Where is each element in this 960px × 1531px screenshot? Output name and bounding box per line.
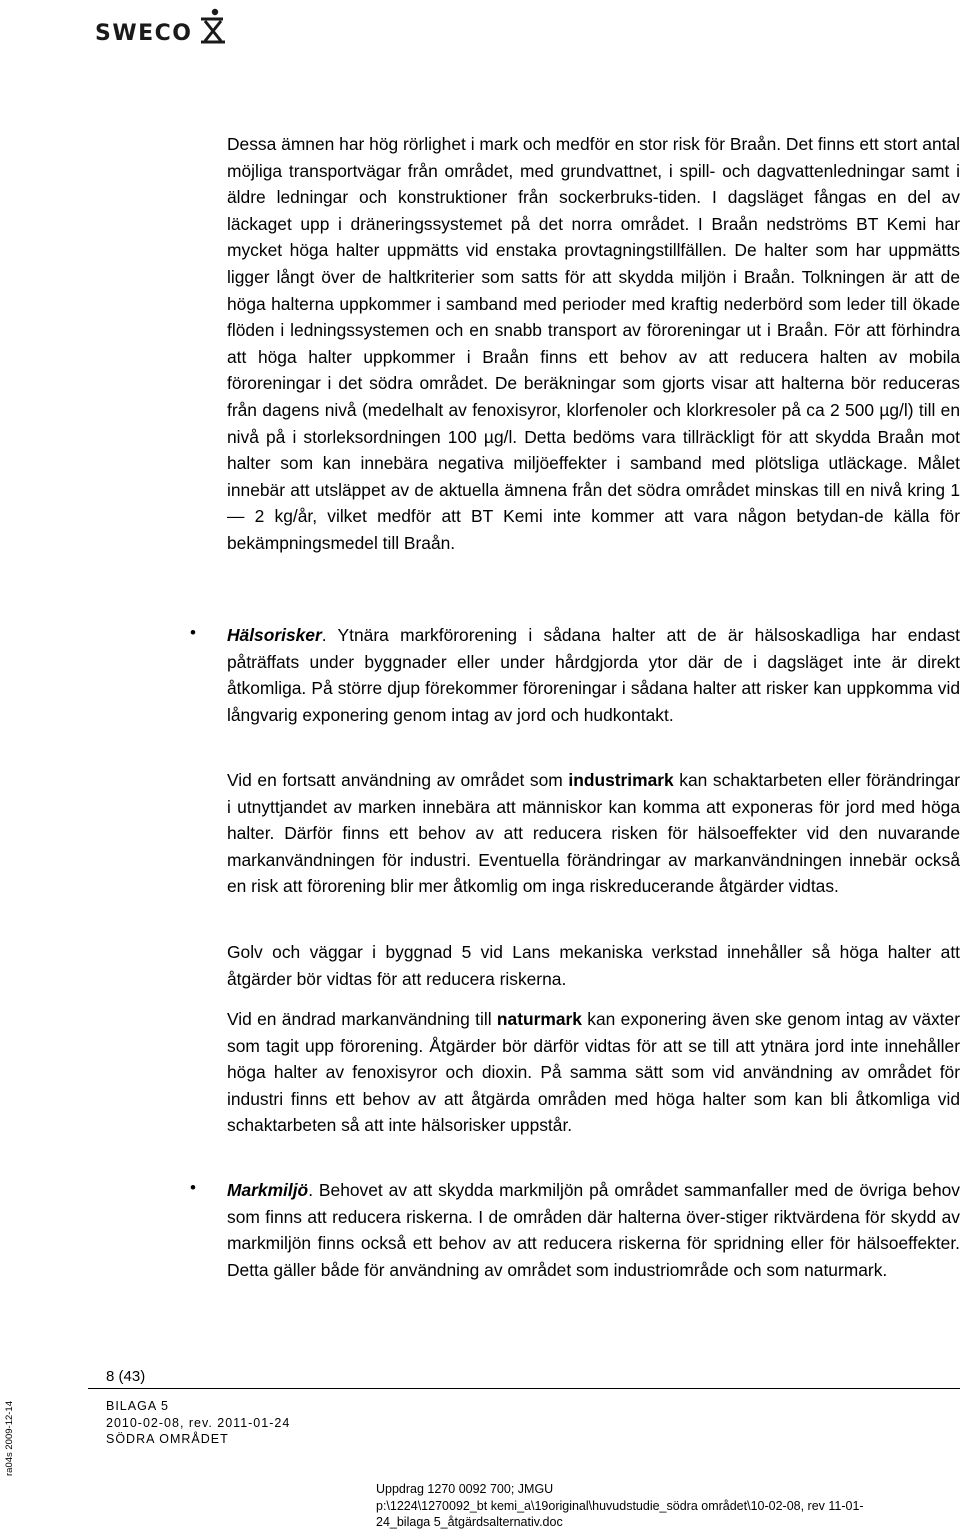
- paragraph-2: [227, 767, 960, 900]
- footer-appendix: BILAGA 5: [106, 1399, 169, 1413]
- paragraph-4-block: [227, 1006, 960, 1139]
- paragraph-4: [227, 1006, 960, 1139]
- bullet-1-text: . Ytnära markförorening i sådana halter att de är hälsoskadliga har endast påträffats under byggnader eller under hårdgjorda ytor där de i dagsläget inte är direkt åtkomliga. På större djup förekommer föroreningar i sådana halter att risker kan uppkomma vid långvarig exponering genom intag av jord och hudkontakt.: [227, 625, 960, 725]
- paragraph-2-keyword: industrimark: [568, 770, 674, 790]
- template-code: ra04s 2009-12-14: [4, 1401, 15, 1476]
- footer-divider: [88, 1388, 960, 1389]
- footer-document-info: [106, 1398, 290, 1448]
- footer-path-line-1: p:\1224\1270092_bt kemi_a\19original\huvudstudie_södra området\10-02-08, rev 11-01-: [376, 1498, 864, 1513]
- logo-text: SWECO: [95, 20, 193, 46]
- page-number: 8 (43): [106, 1368, 146, 1385]
- paragraph-3: Golv och väggar i byggnad 5 vid Lans mekaniska verkstad innehåller så höga halter att åtgärder bör vidtas för att reducera riskerna.: [227, 942, 960, 989]
- footer-path-line-2: 24_bilaga 5_åtgärdsalternativ.doc: [376, 1515, 563, 1529]
- bullet-2-title: Markmiljö: [227, 1180, 309, 1200]
- footer-area: SÖDRA OMRÅDET: [106, 1432, 229, 1446]
- bullet-2-text: . Behovet av att skydda markmiljön på området sammanfaller med de övriga behov som finns att reducera riskerna. I de områden där halterna över-stiger riktvärdena för skydd av markmiljön finns också ett behov av att reducera riskerna för spridning eller för hälsoeffekter. Detta gäller både för användning av området som industriområde och som naturmark.: [227, 1180, 960, 1280]
- paragraph-1: Dessa ämnen har hög rörlighet i mark och medför en stor risk för Braån. Det finns ett stort antal möjliga transportvägar från området, med grundvattnet, i spill- och dagvattenledningar samt i äldre ledningar och konstruktioner från sockerbruks-tiden. I dagsläget fångas en del av läckaget upp i dräneringssystemet på det norra området. I Braån nedströms BT Kemi har mycket höga halter uppmätts vid enstaka provtagningstillfällen. De halter som har uppmätts ligger långt över de haltkriterier som satts för att skydda miljön i Braån. Tolkningen är att de höga halterna uppkommer i samband med perioder med kraftig nederbörd som leder till ökade flöden i ledningssystemen och en snabb transport av föroreningar ut i Braån. För att förhindra att höga halter uppkommer i Braån finns ett behov av att reducera halten av mobila föroreningar i det södra området. De beräkningar som gjorts visar att halterna bör reduceras från dagens nivå (medelhalt av fenoxisyror, klorfenoler och klorkresoler på ca 2 500 µg/l) till en nivå på i storleksordningen 100 µg/l. Detta bedöms vara tillräckligt för att skydda Braån mot halter som kan innebära negativa miljöeffekter i samband med plötsliga utläckage. Målet innebär att utsläppet av de aktuella ämnena från det södra området minskas till en nivå kring 1 — 2 kg/år, vilket medför att BT Kemi inte kommer att vara någon betydan-de källa för bekämpningsmedel till Braån.: [227, 134, 960, 553]
- bullet-1-block: [227, 622, 960, 728]
- footer-date: 2010-02-08, rev. 2011-01-24: [106, 1415, 291, 1430]
- paragraph-1-block: [227, 131, 960, 557]
- sweco-star-icon: [199, 7, 227, 45]
- footer-assignment: Uppdrag 1270 0092 700; JMGU: [376, 1482, 554, 1496]
- paragraph-4-keyword: naturmark: [496, 1009, 582, 1029]
- paragraph-4-start: Vid en ändrad markanvändning till: [227, 1009, 497, 1029]
- paragraph-3-block: [227, 939, 960, 992]
- paragraph-2-end: kan schaktarbeten eller förändringar i utnyttjandet av marken innebära att människor kan komma att exponeras för jord med höga halter. Därför finns ett behov av att reducera risken för hälsoeffekter vid den nuvarande markanvändningen för industri. Eventuella förändringar av markanvändningen innebär också en risk att förorening blir mer åtkomlig om inga riskreducerande åtgärder vidtas.: [227, 770, 960, 897]
- footer-file-info: [376, 1481, 864, 1531]
- bullet-1: •: [190, 623, 196, 642]
- bullet-2-paragraph: [227, 1177, 960, 1283]
- bullet-1-title: Hälsorisker: [227, 625, 322, 645]
- bullet-2-block: [227, 1177, 960, 1283]
- paragraph-4-end: kan exponering även ske genom intag av växter som tagit upp förorening. Åtgärder bör därför vidtas för att se till att ytnära jord inte innehåller höga halter av fenoxisyror och dioxin. På samma sätt som vid användning av området för industri finns ett behov av att åtgärda områden med höga halter som kan bli åtkomliga vid schaktarbeten så att inte hälsorisker uppstår.: [227, 1009, 960, 1136]
- sweco-logo: [95, 6, 227, 46]
- paragraph-2-start: Vid en fortsatt användning av området som: [227, 770, 569, 790]
- bullet-2: •: [190, 1178, 196, 1197]
- paragraph-2-block: [227, 767, 960, 900]
- bullet-1-paragraph: [227, 622, 960, 728]
